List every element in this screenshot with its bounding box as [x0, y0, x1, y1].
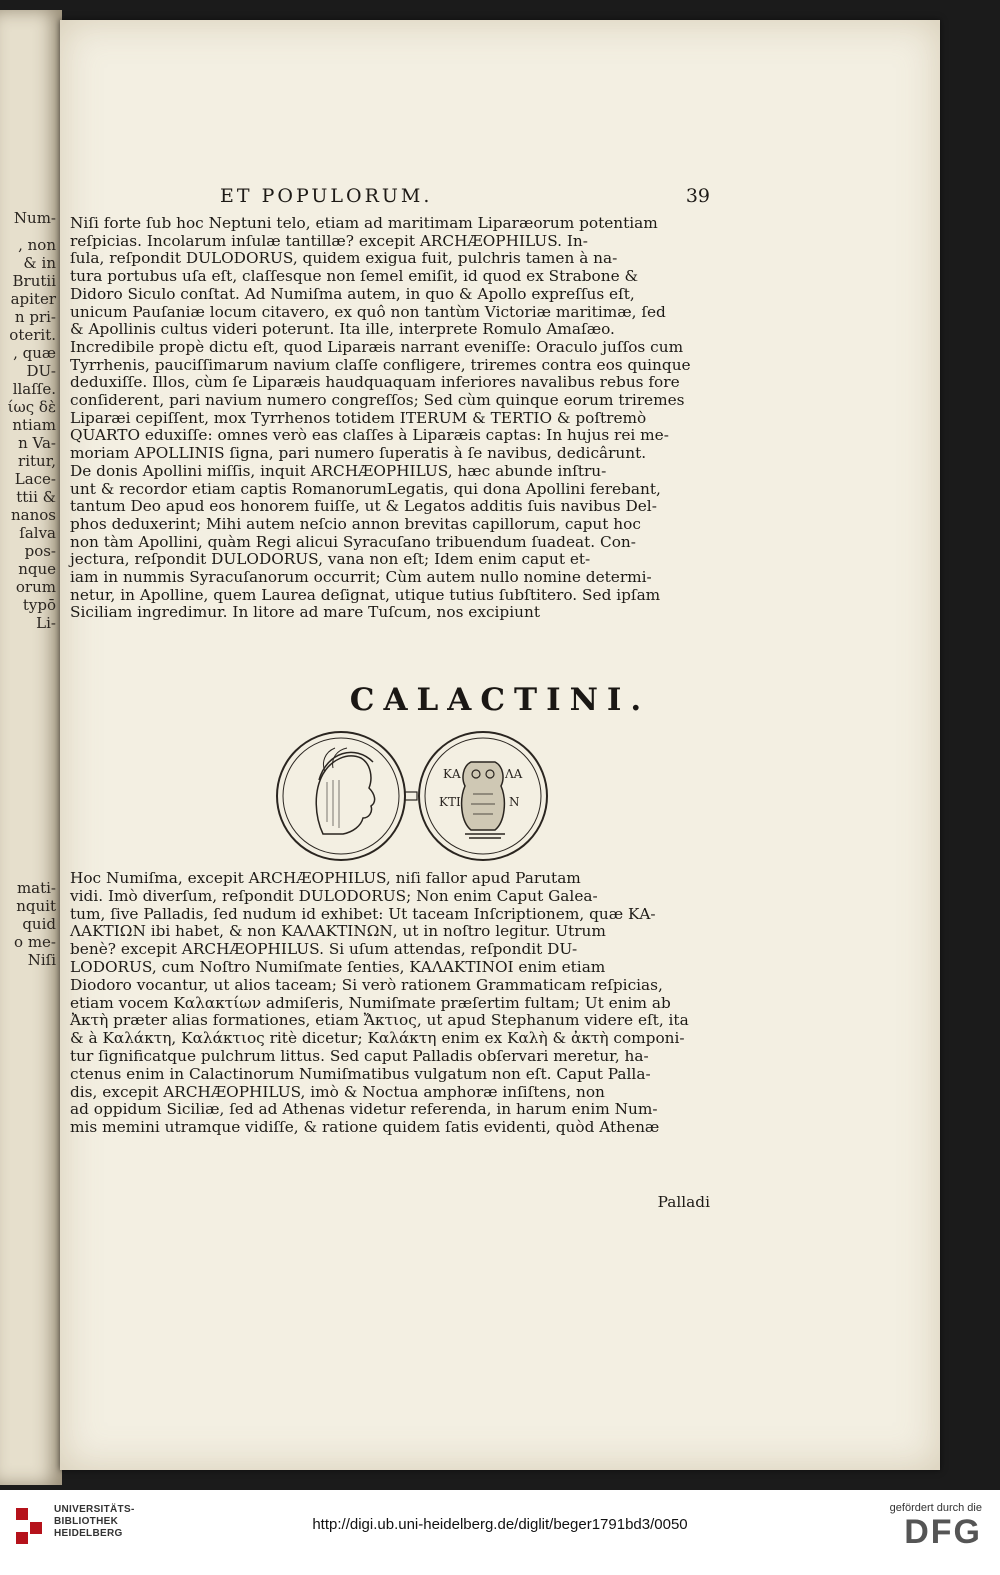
- text-line: moriam APOLLINIS ſigna, pari numero ſuperatis à ſe navibus, dedicârunt.: [70, 444, 647, 463]
- facing-page-fragment: Brutii: [12, 272, 56, 290]
- text-line: Siciliam ingredimur. In litore ad mare Tuſcum, nos excipiunt: [70, 603, 540, 622]
- coin-obverse: [277, 732, 405, 860]
- facing-page-fragment: ritur,: [18, 452, 56, 470]
- text-line: Tyrrhenis, pauciſſimarum navium claſſe confligere, triremes contra eos quinque: [70, 355, 691, 374]
- text-line: deduxiſſe. Illos, cùm ſe Liparæis haudquaquam inferiores navalibus rebus fore: [70, 373, 680, 392]
- facing-page-fragment: nanos: [11, 506, 56, 524]
- coin-legend-bottom-right: Ν: [509, 795, 520, 809]
- page-number: 39: [685, 185, 710, 207]
- dfg-logo: DFG: [904, 1513, 982, 1551]
- text-line: etiam vocem Καλακτίων admiſeris, Numiſmate præſertim fultam; Ut enim ab: [70, 993, 671, 1012]
- section-heading: CALACTINI.: [349, 682, 651, 718]
- text-line: unt & recordor etiam captis RomanorumLegatis, qui dona Apollini ferebant,: [70, 479, 661, 498]
- university-line: HEIDELBERG: [54, 1528, 123, 1539]
- facing-page-fragment: typō: [22, 596, 56, 614]
- facing-page-fragment: , non: [18, 236, 56, 254]
- facing-page-fragment: n pri-: [14, 308, 56, 326]
- text-line: tum, ſive Palladis, ſed nudum id exhibet: Ut taceam Inſcriptionem, quæ ΚΑ-: [70, 904, 656, 923]
- text-line: non tàm Apollini, quàm Regi alicui Syracuſano tribuendum ſuadeat. Con-: [70, 532, 636, 551]
- footer-bar: [0, 1490, 1000, 1575]
- coin-legend-bottom-left: ΚΤΙ: [439, 795, 461, 809]
- coin-legend-top-right: ΛΑ: [505, 767, 523, 781]
- text-line: ad oppidum Siciliæ, ſed ad Athenas videtur referenda, in harum enim Num-: [70, 1100, 658, 1119]
- facing-page-fragment: mati-: [16, 879, 56, 897]
- coin-legend-top-left: ΚΑ: [443, 767, 461, 781]
- text-line: mis memini utramque vidiſſe, & ratione quidem ſatis evidenti, quòd Athenæ: [70, 1118, 660, 1137]
- facing-page-fragment: nque: [18, 560, 56, 578]
- text-line: benè? excepit ARCHÆOPHILUS. Si uſum attendas, reſpondit DU-: [70, 940, 578, 959]
- facing-page-fragment: o me-: [14, 933, 56, 951]
- text-line: tur ſignificatque pulchrum littus. Sed caput Palladis obſervari meretur, ha-: [70, 1046, 649, 1065]
- facing-page-edge: [0, 10, 62, 1485]
- facing-page-fragment: apiter: [10, 290, 56, 308]
- funding-note: gefördert durch die: [889, 1502, 982, 1514]
- facing-page-fragment: quid: [22, 915, 56, 933]
- facing-page-fragment: n Va-: [18, 434, 56, 452]
- facing-page-fragment: pos-: [24, 542, 56, 560]
- text-line: dis, excepit ARCHÆOPHILUS, imò & Noctua amphoræ inſiſtens, non: [70, 1082, 605, 1101]
- facing-page-fragment: llaſſe.: [12, 380, 56, 398]
- text-line: netur, in Apolline, quem Laurea deſignat, utique tutius ſubſtitero. Sed ipſam: [70, 585, 661, 604]
- facing-page-fragment: & in: [23, 254, 56, 272]
- facing-page-fragment: Li-: [36, 614, 56, 632]
- text-line: vidi. Imò diverſum, reſpondit DULODORUS; Non enim Caput Galea-: [70, 886, 598, 905]
- facing-page-fragment: ſalva: [19, 524, 56, 542]
- catchword: Palladi: [657, 1193, 710, 1211]
- text-line: reſpicias. Incolarum inſulæ tantillæ? excepit ARCHÆOPHILUS. In-: [70, 231, 588, 250]
- upper-paragraph: [70, 215, 710, 622]
- facing-page-fragment: ttii &: [16, 488, 56, 506]
- text-line: phos deduxerint; Mihi autem neſcio annon brevitas capillorum, caput hoc: [70, 514, 641, 533]
- text-line: ſula, reſpondit DULODORUS, quidem exigua fuit, pulchris tamen à na-: [70, 249, 618, 268]
- running-head-title: ET POPULORUM.: [220, 185, 433, 207]
- text-line: & à Καλάκτη, Καλάκτιος ritè dicetur; Καλάκτη enim ex Καλὴ & ἀκτὴ componi-: [70, 1029, 685, 1048]
- coin-hinge: [405, 792, 417, 800]
- text-line: Incredibile propè dictu eſt, quod Liparæis narrant eveniſſe: Oraculo juſſos cum: [70, 337, 684, 356]
- facing-page-fragment: nquit: [16, 897, 56, 915]
- text-line: Diodoro vocantur, ut alios taceam; Si verò rationem Grammaticam reſpicias,: [70, 975, 663, 994]
- university-line: BIBLIOTHEK: [54, 1516, 119, 1527]
- page-url-link[interactable]: http://digi.ub.uni-heidelberg.de/diglit/beger1791bd3/0050: [312, 1516, 688, 1533]
- funder-block: [890, 1502, 982, 1550]
- facing-page-fragment: ntiam: [12, 416, 56, 434]
- text-line: Didoro Siculo conſtat. Ad Numiſma autem, in quo & Apollo expreſſus eſt,: [70, 284, 635, 303]
- facing-page-fragment: orum: [15, 578, 56, 596]
- facing-page-fragment: ίως δὲ: [7, 398, 56, 416]
- text-line: unicum Pauſaniæ locum citavero, ex quô non tantùm Victoriæ maritimæ, ſed: [70, 302, 666, 321]
- text-line: tantum Deo apud eos honorem fuiſſe, ut & Legatos additis ſuis navibus Del-: [70, 497, 657, 516]
- text-line: ΛΑΚΤΙΩΝ ibi habet, & non ΚΑΛΑΚΤΙΝΩΝ, ut in noſtro legitur. Utrum: [70, 922, 606, 941]
- coin-reverse: [419, 732, 547, 860]
- text-line: tura portubus uſa eſt, claſſesque non ſemel emiſit, id quod ex Strabone &: [70, 267, 639, 286]
- facing-page-fragment: Lace-: [14, 470, 56, 488]
- university-line: UNIVERSITÄTS-: [54, 1504, 135, 1515]
- facing-page-fragment: DU-: [26, 362, 56, 380]
- text-line: iam in nummis Syracuſanorum occurrit; Cùm autem nullo nomine determi-: [70, 568, 652, 587]
- text-line: Ἀκτὴ præter alias formationes, etiam Ἄκτιος, ut apud Stephanum videre eſt, ita: [70, 1011, 689, 1030]
- text-line: conſiderent, pari navium numero congreſſos; Sed cùm quinque eorum triremes: [70, 391, 685, 410]
- text-line: Niſi forte ſub hoc Neptuni telo, etiam ad maritimam Liparæorum potentiam: [70, 214, 658, 232]
- text-line: ctenus enim in Calactinorum Numiſmatibus vulgatum non eſt. Caput Palla-: [70, 1064, 651, 1083]
- lower-paragraph: [70, 870, 710, 1137]
- text-line: Hoc Numiſma, excepit ARCHÆOPHILUS, niſi fallor apud Parutam: [70, 869, 581, 887]
- text-line: QUARTO eduxiſſe: omnes verò eas claſſes à Liparæis captas: In hujus rei me-: [70, 426, 669, 445]
- facing-page-fragment: Niſi: [27, 951, 56, 969]
- text-line: LODORUS, cum Noſtro Numiſmate ſenties, ΚΑΛΑΚΤΙΝΟΙ enim etiam: [70, 957, 606, 976]
- facing-page-fragment: oterit.: [9, 326, 56, 344]
- text-line: Liparæi cepiſſent, mox Tyrrhenos totidem ITERUM & TERTIO & poſtremò: [70, 408, 647, 427]
- text-line: & Apollinis cultus videri poterunt. Ita ille, interprete Romulo Amaſæo.: [70, 320, 615, 339]
- facing-page-fragment: Num-: [13, 209, 56, 227]
- text-line: jectura, reſpondit DULODORUS, vana non eſt; Idem enim caput et-: [70, 550, 591, 569]
- facing-page-fragment: , quæ: [13, 344, 56, 362]
- coin-illustration: [275, 722, 555, 870]
- text-line: De donis Apollini miſſis, inquit ARCHÆOPHILUS, hæc abunde inſtru-: [70, 461, 607, 480]
